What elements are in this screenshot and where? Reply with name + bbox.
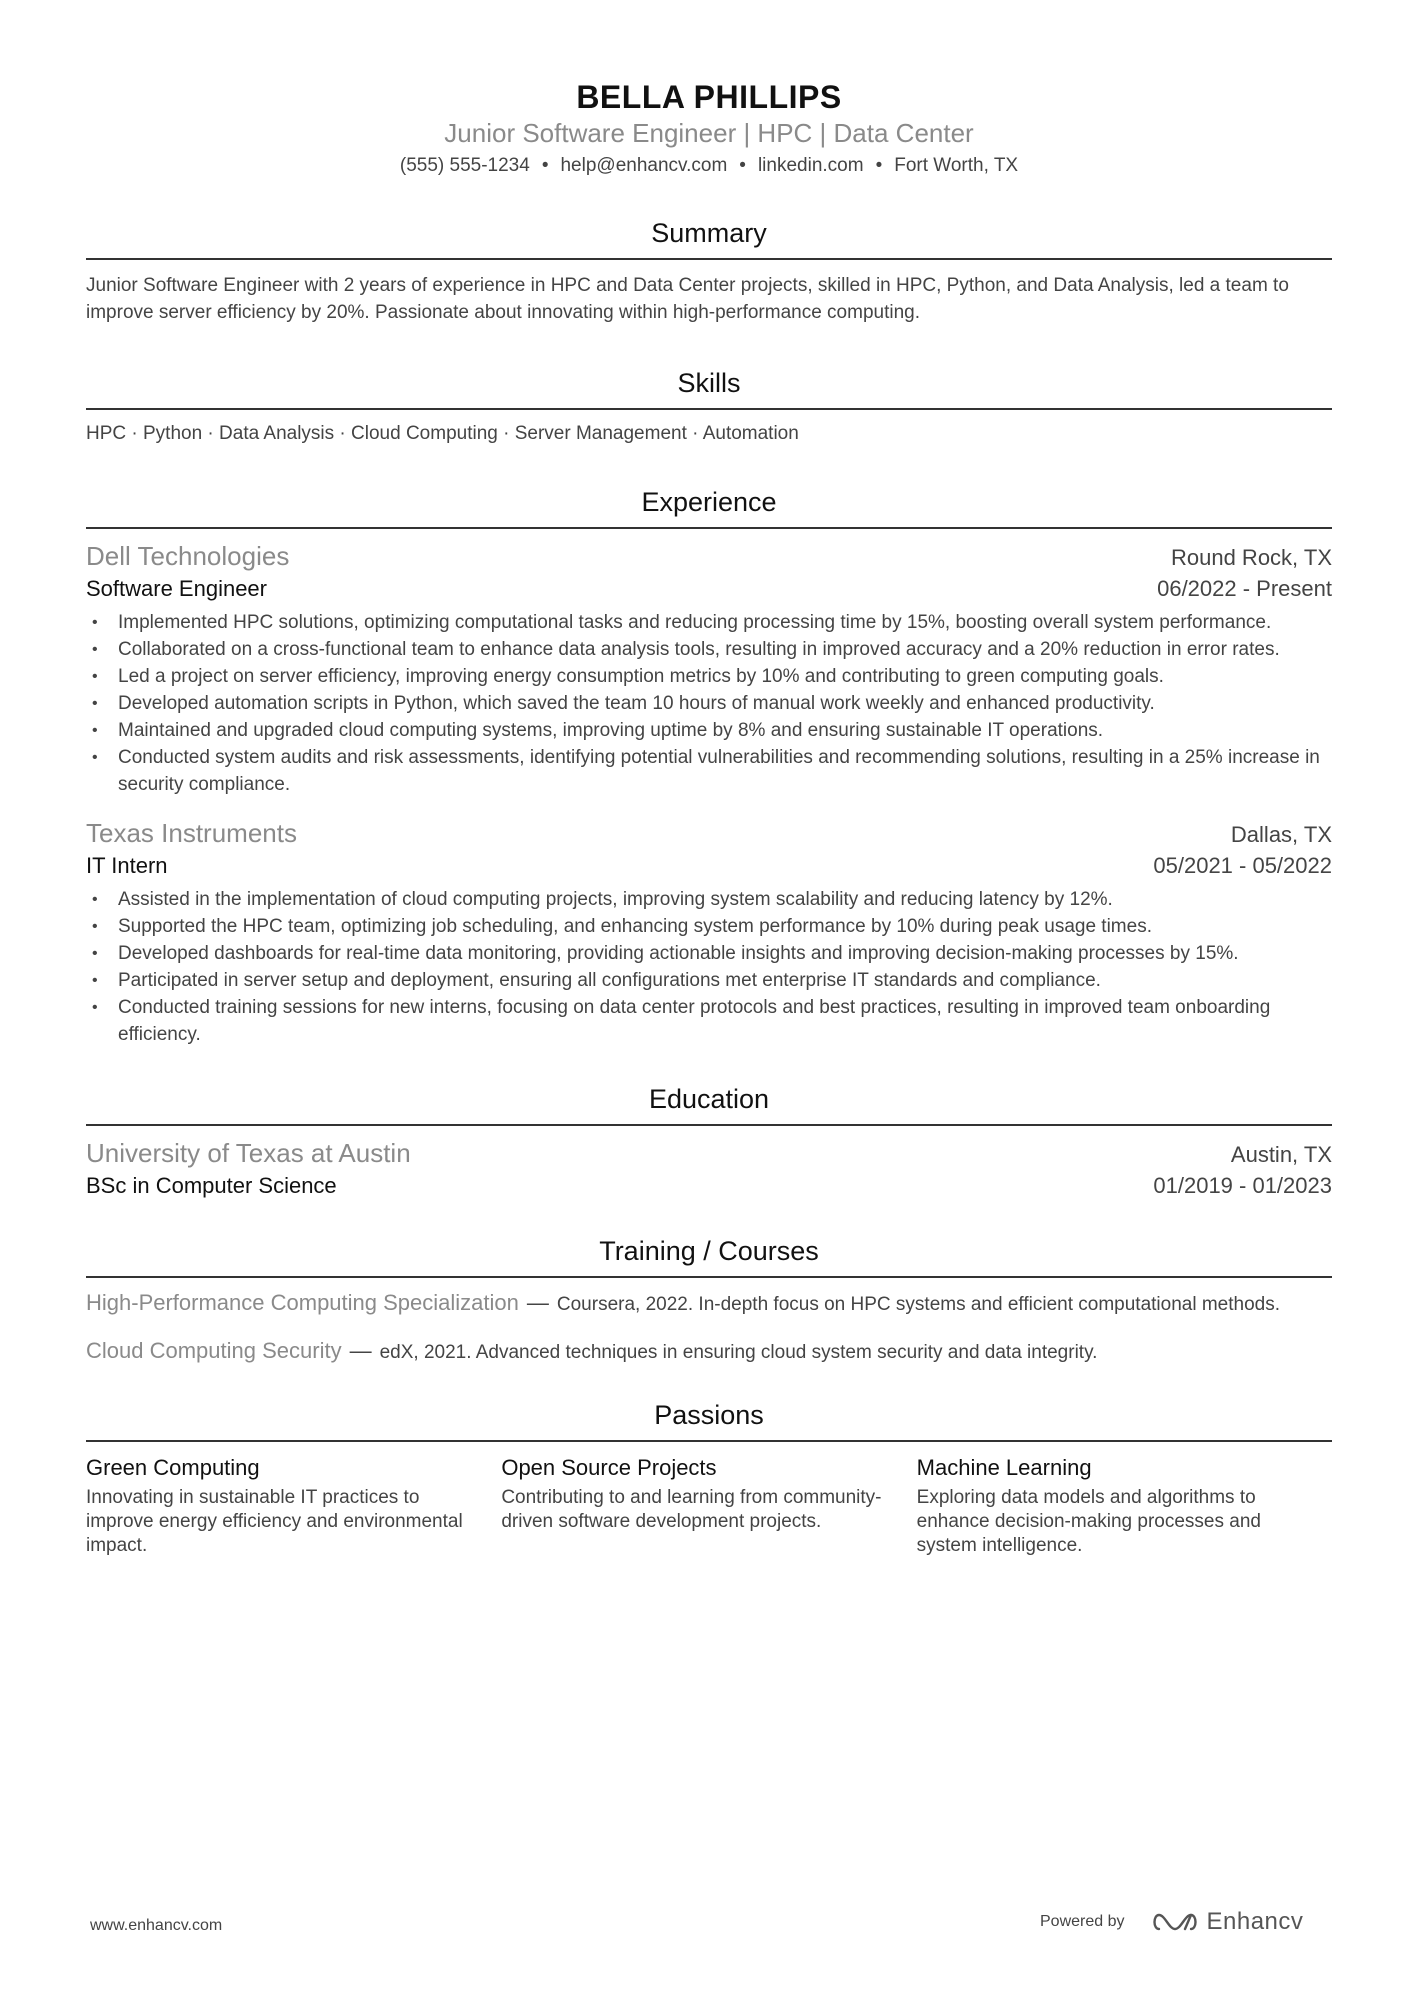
contact-linkedin[interactable]: linkedin.com xyxy=(757,155,864,176)
summary-text: Junior Software Engineer with 2 years of experience in HPC and Data Center projects, skilled in HPC, Python, and Data Analysis, led a team to improve server efficiency by 20%. Passionate about innovating within high-performance computing. xyxy=(86,275,1289,323)
bullet-icon: • xyxy=(92,945,98,962)
passion-title: Machine Learning xyxy=(916,1455,1092,1480)
job-bullet xyxy=(86,994,1332,1048)
education-section xyxy=(86,1082,1332,1202)
course-dash: — xyxy=(349,1338,372,1363)
training-section xyxy=(86,1234,1332,1366)
job-bullet xyxy=(86,886,1332,913)
section-title-experience: Experience xyxy=(86,485,1332,529)
passion-description: Innovating in sustainable IT practices to improve energy efficiency and environmental impact. xyxy=(86,1487,463,1556)
brand-name: Enhancv xyxy=(1206,1908,1304,1935)
bullet-text: Conducted system audits and risk assessments, identifying potential vulnerabilities and recommending solutions, resulting in a 25% increase in security compliance. xyxy=(118,747,1320,795)
degree: BSc in Computer Science xyxy=(86,1173,337,1198)
bullet-text: Developed automation scripts in Python, which saved the team 10 hours of manual work weekly and enhanced productivity. xyxy=(118,693,1155,714)
course-description: edX, 2021. Advanced techniques in ensuring cloud system security and data integrity. xyxy=(379,1342,1098,1363)
contact-email[interactable]: help@enhancv.com xyxy=(560,155,728,176)
resume-page xyxy=(86,0,1332,1558)
job-bullet xyxy=(86,663,1332,690)
job-bullets xyxy=(86,886,1332,1048)
experience-section xyxy=(86,485,1332,1048)
school-name: University of Texas at Austin xyxy=(86,1138,411,1168)
candidate-headline: Junior Software Engineer | HPC | Data Center xyxy=(444,118,974,148)
bullet-icon: • xyxy=(92,641,98,658)
company-name: Dell Technologies xyxy=(86,541,290,571)
passion-title: Green Computing xyxy=(86,1455,260,1480)
bullet-icon: • xyxy=(92,972,98,989)
education-dates: 01/2019 - 01/2023 xyxy=(1153,1173,1332,1198)
job-bullet xyxy=(86,609,1332,636)
course-dash: — xyxy=(526,1290,549,1315)
contact-separator: • xyxy=(875,155,883,176)
bullet-text: Participated in server setup and deployment, ensuring all configurations met enterprise IT standards and compliance. xyxy=(118,970,1101,991)
contact-line xyxy=(86,152,1332,180)
course-description: Coursera, 2022. In-depth focus on HPC systems and efficient computational methods. xyxy=(556,1294,1280,1315)
bullet-text: Supported the HPC team, optimizing job scheduling, and enhancing system performance by 10% during peak usage times. xyxy=(118,916,1152,937)
experience-entry xyxy=(86,816,1332,1048)
section-title-summary: Summary xyxy=(86,216,1332,260)
bullet-icon: • xyxy=(92,668,98,685)
bullet-text: Conducted training sessions for new interns, focusing on data center protocols and best practices, resulting in improved team onboarding efficiency. xyxy=(118,997,1271,1045)
job-bullet xyxy=(86,636,1332,663)
job-dates: 06/2022 - Present xyxy=(1157,576,1332,601)
bullet-icon: • xyxy=(92,722,98,739)
resume-header xyxy=(86,0,1332,180)
contact-separator: • xyxy=(739,155,746,176)
course-item xyxy=(86,1336,1332,1366)
job-bullets xyxy=(86,609,1332,798)
job-bullet xyxy=(86,967,1332,994)
skills-list: HPC · Python · Data Analysis · Cloud Computing · Server Management · Automation xyxy=(86,423,799,444)
bullet-icon: • xyxy=(92,999,98,1016)
experience-entry xyxy=(86,539,1332,798)
job-bullet xyxy=(86,940,1332,967)
footer-branding[interactable] xyxy=(1040,1908,1303,1936)
powered-by-label: Powered by xyxy=(1040,1913,1125,1930)
bullet-icon: • xyxy=(92,695,98,712)
bullet-icon: • xyxy=(92,749,98,766)
candidate-name: BELLA PHILLIPS xyxy=(576,79,842,115)
job-location: Dallas, TX xyxy=(1230,822,1332,847)
passions-section xyxy=(86,1398,1332,1558)
skills-section xyxy=(86,366,1332,447)
bullet-text: Collaborated on a cross-functional team to enhance data analysis tools, resulting in improved accuracy and a 20% reduction in error rates. xyxy=(118,639,1280,660)
job-location: Round Rock, TX xyxy=(1170,545,1332,570)
bullet-text: Assisted in the implementation of cloud computing projects, improving system scalability and reducing latency by 12%. xyxy=(118,889,1113,910)
passion-description: Exploring data models and algorithms to enhance decision-making processes and system intelligence. xyxy=(916,1487,1261,1556)
company-name: Texas Instruments xyxy=(86,818,297,848)
job-bullet xyxy=(86,913,1332,940)
job-bullet xyxy=(86,690,1332,717)
job-dates: 05/2021 - 05/2022 xyxy=(1153,853,1332,878)
bullet-icon: • xyxy=(92,614,98,631)
contact-phone: (555) 555-1234 xyxy=(399,155,530,176)
section-title-training: Training / Courses xyxy=(86,1234,1332,1278)
enhancv-logo-icon xyxy=(1151,1909,1199,1935)
passion-item xyxy=(917,1452,1332,1558)
course-name: Cloud Computing Security xyxy=(86,1338,342,1363)
job-bullet xyxy=(86,744,1332,798)
bullet-text: Maintained and upgraded cloud computing systems, improving uptime by 8% and ensuring sustainable IT operations. xyxy=(118,720,1104,741)
enhancv-logo xyxy=(1151,1908,1304,1936)
contact-separator: • xyxy=(541,155,549,176)
passion-description: Contributing to and learning from community-driven software development projects. xyxy=(501,1487,882,1532)
course-item xyxy=(86,1288,1332,1318)
section-title-passions: Passions xyxy=(86,1398,1332,1442)
school-location: Austin, TX xyxy=(1230,1142,1332,1167)
job-bullet xyxy=(86,717,1332,744)
contact-location: Fort Worth, TX xyxy=(894,155,1019,176)
passion-title: Open Source Projects xyxy=(501,1455,717,1480)
passions-grid xyxy=(86,1452,1332,1558)
bullet-icon: • xyxy=(92,918,98,935)
section-title-education: Education xyxy=(86,1082,1332,1126)
summary-section xyxy=(86,216,1332,326)
bullet-text: Led a project on server efficiency, improving energy consumption metrics by 10% and contributing to green computing goals. xyxy=(118,666,1164,687)
education-entry xyxy=(86,1136,1332,1202)
footer-website[interactable]: www.enhancv.com xyxy=(90,1917,223,1934)
passion-item xyxy=(86,1452,501,1558)
bullet-text: Implemented HPC solutions, optimizing computational tasks and reducing processing time by 15%, boosting overall system performance. xyxy=(118,612,1272,633)
job-title: Software Engineer xyxy=(86,576,267,601)
section-title-skills: Skills xyxy=(86,366,1332,410)
bullet-icon: • xyxy=(92,891,98,908)
course-name: High-Performance Computing Specialization xyxy=(86,1290,519,1315)
job-title: IT Intern xyxy=(86,853,168,878)
bullet-text: Developed dashboards for real-time data monitoring, providing actionable insights and improving decision-making processes by 15%. xyxy=(118,943,1239,964)
passion-item xyxy=(501,1452,916,1558)
